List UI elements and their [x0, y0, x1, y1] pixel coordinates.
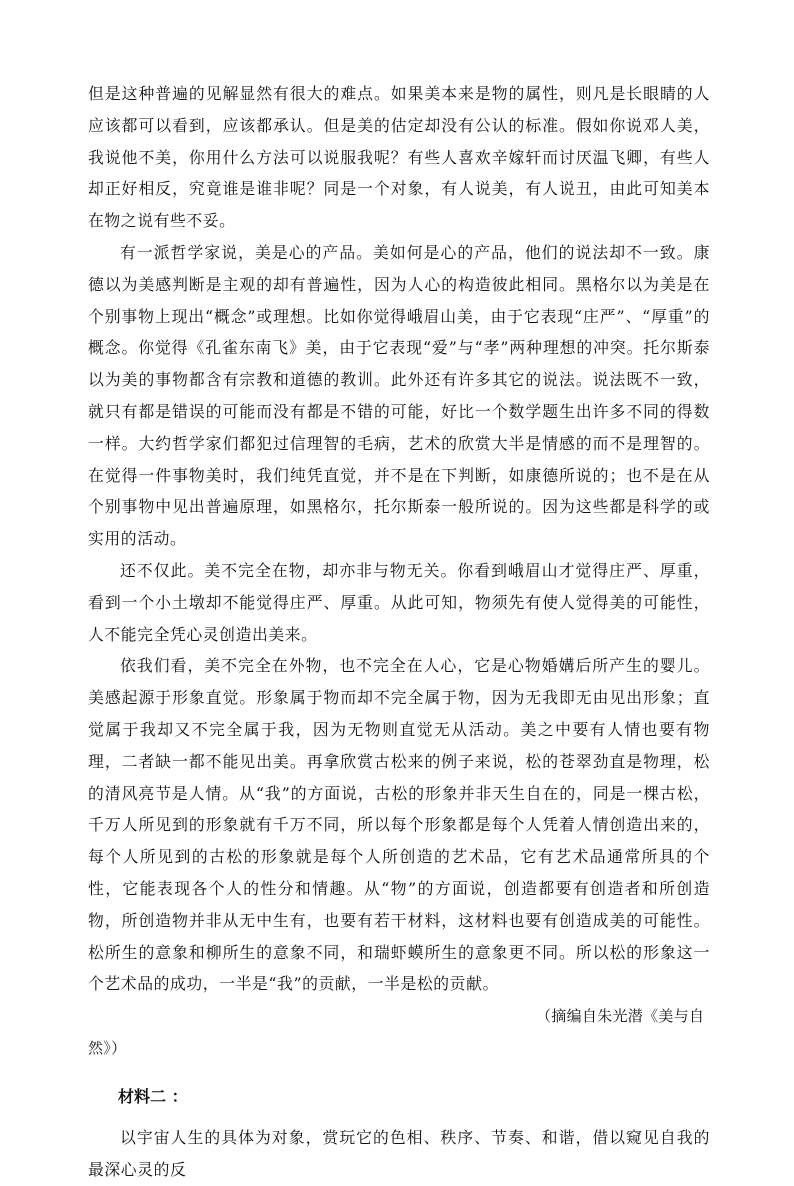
material1-paragraph-1: 但是这种普遍的见解显然有很大的难点。如果美本来是物的属性，则凡是长眼睛的人应该都可以看到，应该都承认。但是美的估定却没有公认的标准。假如你说邓人美，我说他不美，你用什么方法可以说服我呢？有些人喜欢辛嫁轩而讨厌温飞卿，有些人却正好相反，究竟谁是谁非呢？同是一个对象，有人说美，有人说丑，由此可知美本在物之说有些不妥。	[88, 84, 710, 231]
material1-paragraph-2: 有一派哲学家说，美是心的产品。美如何是心的产品，他们的说法却不一致。康德以为美感判断是主观的却有普遍性，因为人心的构造彼此相同。黑格尔以为美是在个别事物上现出“概念”或理想。比如你觉得峨眉山美，由于它表现“庄严”、“厚重”的概念。你觉得《孔雀东南飞》美，由于它表现“爱”与“孝”两种理想的冲突。托尔斯泰以为美的事物都含有宗教和道德的教训。此外还有许多其它的说法。说法既不一致，就只有都是错误的可能而没有都是不错的可能，好比一个数学题生出许多不同的得数一样。大约哲学家们都犯过信理智的毛病，艺术的欣赏大半是情感的而不是理智的。在觉得一件事物美时，我们纯凭直觉，并不是在下判断，如康德所说的；也不是在从个别事物中见出普遍原理，如黑格尔，托尔斯泰一般所说的。因为这些都是科学的或实用的活动。	[88, 242, 710, 549]
material2-paragraph-1: 以宇宙人生的具体为对象，赏玩它的色相、秩序、节奏、和谐，借以窥见自我的最深心灵的反	[88, 1128, 710, 1179]
material1-paragraph-4: 依我们看，美不完全在外物，也不完全在人心，它是心物婚媾后所产生的婴儿。美感起源于形象直觉。形象属于物而却不完全属于物，因为无我即无由见出形象；直觉属于我却又不完全属于我，因为无物则直觉无从活动。美之中要有人情也要有物理，二者缺一都不能见出美。再拿欣赏古松来的例子来说，松的苍翠劲直是物理，松的清风亮节是人情。从“我”的方面说，古松的形象并非天生自在的，同是一棵古松，千万人所见到的形象就有千万不同，所以每个形象都是每个人凭着人情创造出来的，每个人所见到的古松的形象就是每个人所创造的艺术品，它有艺术品通常所具的个性，它能表现各个人的性分和情趣。从“物”的方面说，创造都要有创造者和所创造物，所创造物并非从无中生有，也要有若干材料，这材料也要有创造成美的可能性。松所生的意象和柳所生的意象不同，和瑞虾蟆所生的意象更不同。所以松的形象这一个艺术品的成功，一半是“我”的贡献，一半是松的贡献。	[88, 656, 710, 994]
source-citation: （摘编自朱光潜《美与自然》）	[88, 1007, 705, 1058]
document-page	[88, 78, 710, 1186]
material2-heading: 材料二 ：	[118, 1087, 188, 1107]
material1-paragraph-3: 还不仅此。美不完全在物，却亦非与物无关。你看到峨眉山才觉得庄严、厚重，看到一个小土墩却不能觉得庄严、厚重。从此可知，物须先有使人觉得美的可能性，人不能完全凭心灵创造出美来。	[88, 560, 710, 644]
